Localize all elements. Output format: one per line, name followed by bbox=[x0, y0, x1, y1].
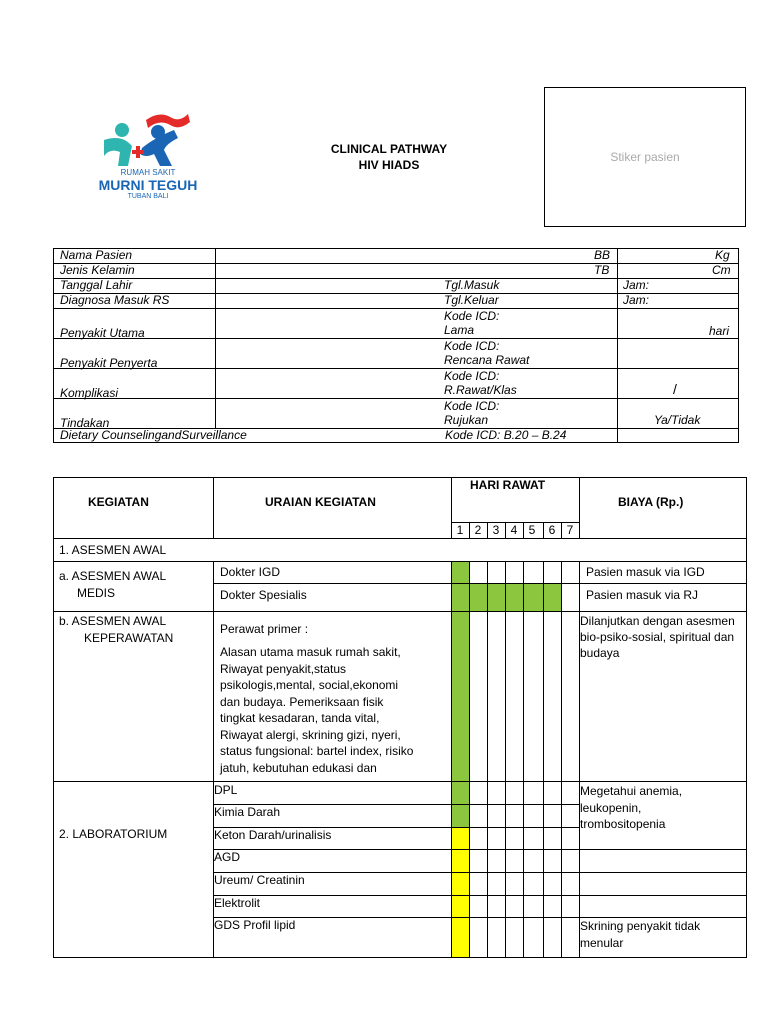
patient-info-table bbox=[53, 248, 739, 443]
col-hari-rawat: HARI RAWAT bbox=[470, 478, 546, 492]
label-dietary: Dietary CounselingandSurveillance bbox=[60, 428, 247, 442]
label-slash: / bbox=[673, 381, 677, 397]
lab-item: Elektrolit bbox=[214, 896, 261, 910]
label-rujukan: Rujukan bbox=[444, 413, 489, 427]
perawat-text-line-8: jatuh, kebutuhan edukasi dan bbox=[220, 760, 377, 775]
label-ya-tidak: Ya/Tidak bbox=[654, 413, 701, 427]
col-kegiatan: KEGIATAN bbox=[88, 495, 149, 509]
title-line1: CLINICAL PATHWAY bbox=[330, 142, 448, 156]
label-hari: hari bbox=[709, 324, 730, 338]
biaya-lab-anemia-line-3: trombositopenia bbox=[580, 817, 666, 831]
asesmen-keperawatan-line2: KEPERAWATAN bbox=[84, 631, 174, 645]
perawat-text-line-7: status fungsional: bartel index, risiko bbox=[220, 744, 414, 758]
biaya-pasien-rj: Pasien masuk via RJ bbox=[586, 588, 699, 602]
day-header-3: 3 bbox=[492, 523, 500, 537]
patient-sticker-box bbox=[544, 87, 746, 227]
label-kode-icd-b20: Kode ICD: B.20 – B.24 bbox=[445, 428, 567, 442]
lab-item: GDS Profil lipid bbox=[214, 918, 296, 932]
perawat-text-line-2: Riwayat penyakit,status bbox=[220, 661, 347, 676]
label-jenis-kelamin: Jenis Kelamin bbox=[60, 263, 135, 277]
logo-line3: TUBAN BALI bbox=[127, 193, 169, 200]
logo-line1: RUMAH SAKIT bbox=[120, 168, 176, 177]
perawat-text-line-4: dan budaya. Pemeriksaan fisik bbox=[220, 694, 384, 709]
label-cm: Cm bbox=[712, 263, 731, 277]
label-lama: Lama bbox=[444, 323, 475, 337]
col-biaya: BIAYA (Rp.) bbox=[618, 495, 684, 509]
day-header-6: 6 bbox=[548, 523, 556, 537]
perawat-text-line-1: Alasan utama masuk rumah sakit, bbox=[220, 645, 401, 659]
label-rawat-klas: R.Rawat/Klas bbox=[444, 383, 517, 397]
label-rencana-rawat: Rencana Rawat bbox=[444, 353, 530, 367]
label-komplikasi: Komplikasi bbox=[60, 386, 119, 400]
label-tanggal-lahir: Tanggal Lahir bbox=[60, 278, 133, 292]
perawat-text-line-6: Riwayat alergi, skrining gizi, nyeri, bbox=[220, 727, 401, 742]
biaya-keperawatan-line-1: Dilanjutkan dengan asesmen bbox=[580, 614, 735, 628]
label-bb: BB bbox=[594, 248, 611, 262]
biaya-lab-anemia-line-2: leukopenin, bbox=[580, 800, 642, 815]
asesmen-medis-line1: a. ASESMEN AWAL bbox=[59, 569, 167, 583]
section-asesmen-awal: 1. ASESMEN AWAL bbox=[59, 543, 167, 557]
label-tb: TB bbox=[594, 263, 610, 277]
label-kode-icd-1: Kode ICD: bbox=[444, 309, 500, 323]
biaya-pasien-igd: Pasien masuk via IGD bbox=[586, 565, 705, 579]
lab-item: Keton Darah/urinalisis bbox=[214, 828, 332, 842]
label-penyakit-utama: Penyakit Utama bbox=[60, 326, 145, 340]
perawat-text-line-3: psikologis,mental, social,ekonomi bbox=[220, 678, 399, 692]
biaya-lab-anemia bbox=[580, 783, 682, 833]
label-tindakan: Tindakan bbox=[60, 416, 110, 430]
stiker-label: Stiker pasien bbox=[610, 150, 680, 164]
col-uraian: URAIAN KEGIATAN bbox=[265, 495, 376, 509]
biaya-lab-skrining-line-2: menular bbox=[580, 936, 624, 950]
label-diagnosa: Diagnosa Masuk RS bbox=[60, 293, 170, 307]
biaya-lab-anemia-line-1: Megetahui anemia, bbox=[580, 784, 683, 798]
label-penyakit-penyerta: Penyakit Penyerta bbox=[60, 356, 158, 370]
hospital-logo bbox=[88, 100, 208, 210]
lab-item: DPL bbox=[214, 783, 238, 797]
perawat-text-line-5: tingkat kesadaran, tanda vital, bbox=[220, 711, 380, 725]
title-line2: HIV HIADS bbox=[358, 158, 420, 172]
day-header-2: 2 bbox=[474, 523, 482, 537]
day-header-7: 7 bbox=[566, 523, 574, 537]
label-kg: Kg bbox=[715, 248, 730, 262]
biaya-keperawatan-line-2: bio-psiko-sosial, spiritual dan bbox=[580, 630, 735, 644]
biaya-keperawatan-text bbox=[580, 613, 735, 661]
label-tgl-masuk: Tgl.Masuk bbox=[444, 278, 500, 292]
lab-item: Kimia Darah bbox=[214, 805, 281, 819]
day-header-1: 1 bbox=[456, 523, 464, 537]
logo-line2: MURNI TEGUH bbox=[98, 177, 198, 193]
uraian-dokter-igd: Dokter IGD bbox=[220, 565, 281, 579]
day-header-4: 4 bbox=[510, 523, 518, 537]
asesmen-medis-line2: MEDIS bbox=[77, 586, 116, 600]
document-title bbox=[300, 141, 478, 173]
label-kode-icd-4: Kode ICD: bbox=[444, 399, 500, 413]
lab-item: AGD bbox=[214, 850, 241, 864]
label-jam-masuk: Jam: bbox=[623, 278, 650, 292]
clinical-pathway-table bbox=[53, 477, 747, 958]
biaya-lab-skrining-line-1: Skrining penyakit tidak bbox=[580, 919, 701, 933]
label-jam-keluar: Jam: bbox=[623, 293, 650, 307]
label-tgl-keluar: Tgl.Keluar bbox=[444, 293, 499, 307]
label-kode-icd-2: Kode ICD: bbox=[444, 339, 500, 353]
label-nama-pasien: Nama Pasien bbox=[60, 248, 133, 262]
biaya-lab-skrining bbox=[580, 918, 700, 952]
uraian-dokter-spesialis: Dokter Spesialis bbox=[220, 588, 307, 602]
asesmen-keperawatan-line1: b. ASESMEN AWAL bbox=[59, 614, 167, 628]
perawat-primer-text bbox=[220, 644, 413, 776]
label-kode-icd-3: Kode ICD: bbox=[444, 369, 500, 383]
day-header-5: 5 bbox=[528, 523, 536, 537]
lab-item: Ureum/ Creatinin bbox=[214, 873, 305, 887]
biaya-keperawatan-line-3: budaya bbox=[580, 646, 620, 660]
perawat-primer-title: Perawat primer : bbox=[220, 622, 309, 636]
section-laboratorium: 2. LABORATORIUM bbox=[59, 827, 168, 841]
